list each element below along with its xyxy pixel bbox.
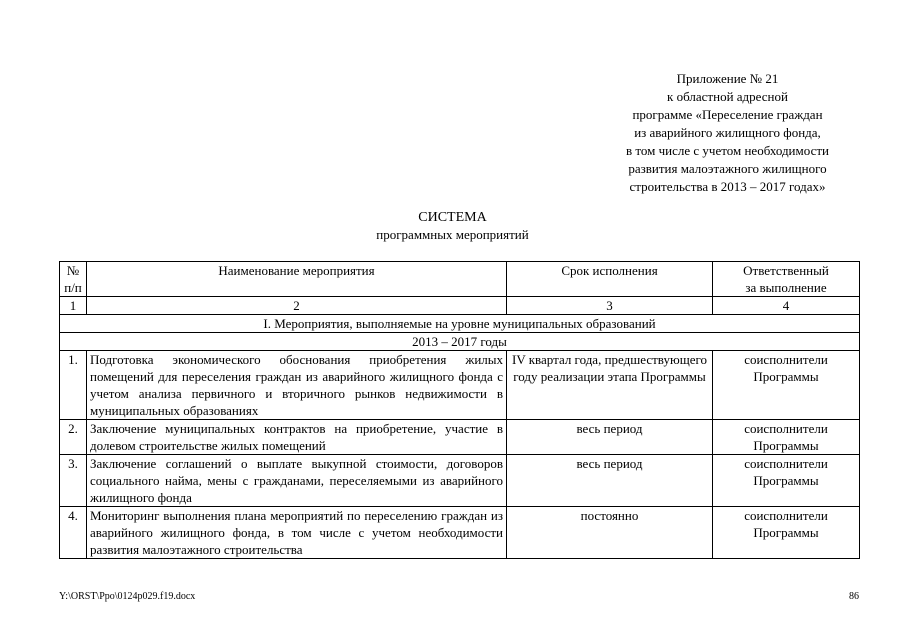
- row-name: Подготовка экономического обоснования приобретения жилых помещений для переселения граждан из аварийного жилищного фонда с учетом анализа первичного и вторичного рынков недвижимости в муниципальных образованиях: [87, 351, 507, 420]
- file-path: Y:\ORST\Ppo\0124p029.f19.docx: [59, 591, 196, 602]
- document-title: [0, 209, 905, 243]
- table-row: [60, 420, 860, 455]
- column-number: 2: [87, 297, 507, 315]
- row-name: Заключение соглашений о выплате выкупной стоимости, договоров социального найма, мены с гражданами, переселяемыми из аварийного жилищного фонда: [87, 455, 507, 507]
- table-header-row: [60, 262, 860, 297]
- header-num-line1: №: [66, 263, 80, 278]
- row-num: 3.: [60, 455, 87, 507]
- row-term: весь период: [507, 455, 713, 507]
- table-row: [60, 455, 860, 507]
- measures-table: [59, 261, 860, 559]
- appendix-line: из аварийного жилищного фонда,: [634, 125, 821, 140]
- header-name: Наименование мероприятия: [87, 262, 507, 297]
- row-resp: соисполнители Программы: [713, 455, 860, 507]
- row-name: Мониторинг выполнения плана мероприятий по переселению граждан из аварийного жилищного фонда, в том числе с учетом необходимости развития малоэтажного строительства: [87, 507, 507, 559]
- header-resp-line2: за выполнение: [745, 280, 827, 295]
- column-numbers-row: [60, 297, 860, 315]
- page-number: 86: [849, 591, 859, 602]
- header-resp: [713, 262, 860, 297]
- row-resp: соисполнители Программы: [713, 420, 860, 455]
- period-label: 2013 – 2017 годы: [60, 333, 860, 351]
- row-num: 1.: [60, 351, 87, 420]
- title-main: СИСТЕМА: [418, 210, 487, 225]
- appendix-line: к областной адресной: [667, 89, 788, 104]
- row-num: 4.: [60, 507, 87, 559]
- row-resp: соисполнители Программы: [713, 507, 860, 559]
- appendix-line: развития малоэтажного жилищного: [628, 161, 827, 176]
- table-row: [60, 507, 860, 559]
- appendix-line: в том числе с учетом необходимости: [626, 143, 829, 158]
- column-number: 1: [60, 297, 87, 315]
- section-title: I. Мероприятия, выполняемые на уровне муниципальных образований: [60, 315, 860, 333]
- header-resp-line1: Ответственный: [743, 263, 829, 278]
- header-num-line2: п/п: [64, 280, 82, 295]
- table-row: [60, 351, 860, 420]
- row-term: весь период: [507, 420, 713, 455]
- row-term: IV квартал года, предшествующего году реализации этапа Программы: [507, 351, 713, 420]
- row-resp: соисполнители Программы: [713, 351, 860, 420]
- section-title-row: [60, 315, 860, 333]
- title-sub: программных мероприятий: [376, 227, 529, 242]
- header-term: Срок исполнения: [507, 262, 713, 297]
- period-row: [60, 333, 860, 351]
- appendix-line: программе «Переселение граждан: [632, 107, 823, 122]
- column-number: 3: [507, 297, 713, 315]
- row-name: Заключение муниципальных контрактов на приобретение, участие в долевом строительстве жилых помещений: [87, 420, 507, 455]
- row-term: постоянно: [507, 507, 713, 559]
- column-number: 4: [713, 297, 860, 315]
- row-num: 2.: [60, 420, 87, 455]
- appendix-line: Приложение № 21: [676, 71, 779, 86]
- appendix-line: строительства в 2013 – 2017 годах»: [629, 179, 826, 194]
- appendix-block: [590, 70, 865, 196]
- header-num: [60, 262, 87, 297]
